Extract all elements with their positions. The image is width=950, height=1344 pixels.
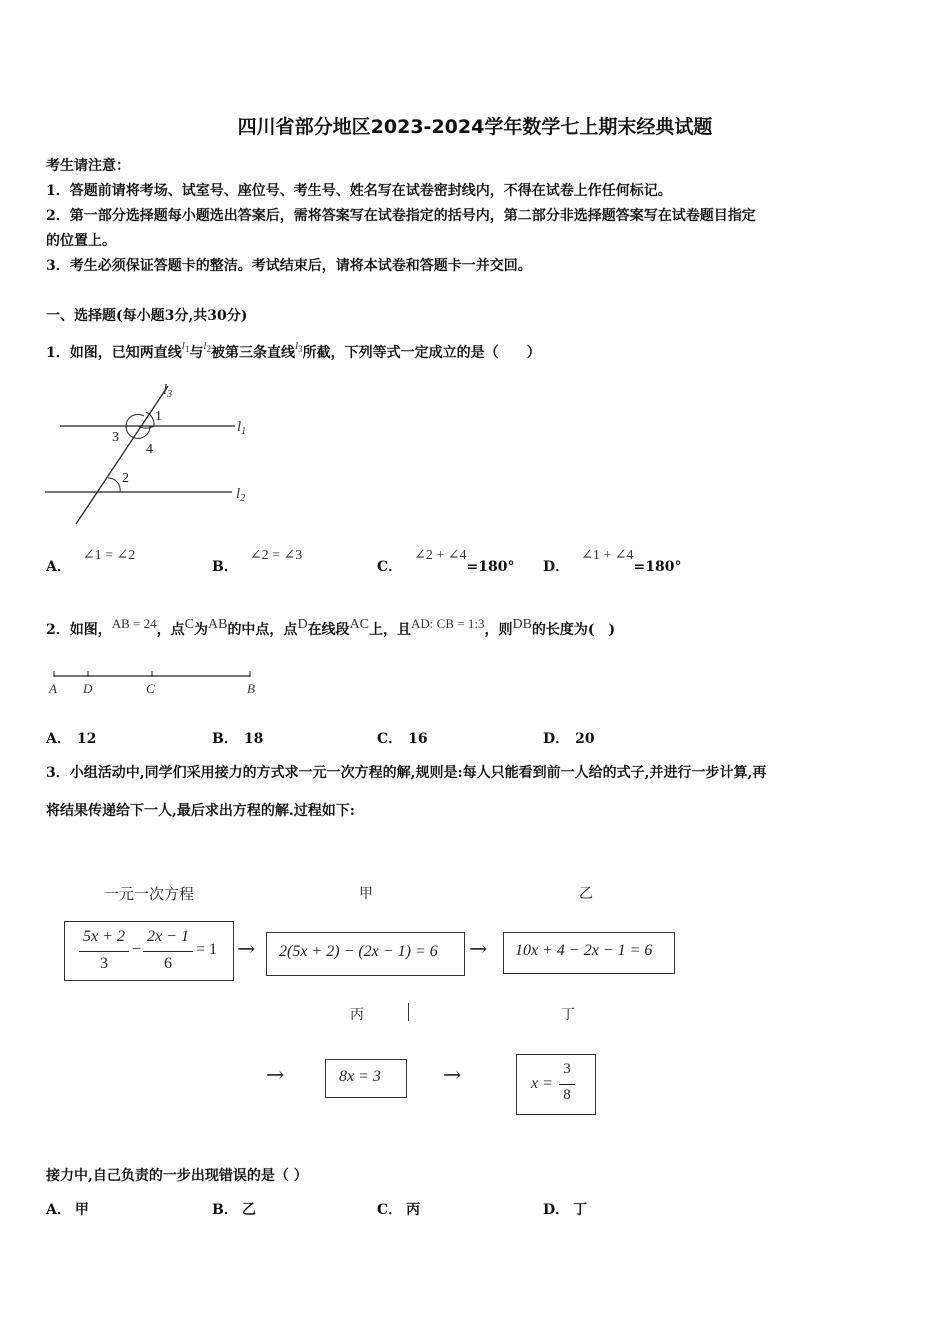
q1-stem	[46, 342, 541, 362]
q1-figure	[40, 378, 270, 528]
fig-label-l3: $l_3$	[163, 382, 173, 400]
eq0-numerator-1: 5x + 2	[83, 928, 125, 945]
eq3-text: 8x = 3	[339, 1068, 381, 1085]
q2-stem: 2．如图，AB = 24，点C为AB的中点，点D在线段AC上，且AD: CB = 1:3，则DB的长度为( )	[46, 616, 616, 638]
line-l3	[76, 386, 168, 524]
page-title: 四川省部分地区2023-2024学年数学七上期末经典试题	[237, 116, 713, 138]
q1-l2: l2	[203, 340, 212, 355]
eq0-numerator-2: 2x − 1	[147, 928, 189, 945]
eq4-fraction-bar	[559, 1084, 575, 1085]
fig-label-l1: $l_1$	[237, 419, 247, 437]
label-jia: 甲	[359, 886, 373, 902]
fig-angle-3: 3	[112, 430, 119, 445]
q2-option-d[interactable]: D． 20	[543, 731, 595, 747]
fig-label-l2: $l_2$	[236, 486, 246, 504]
q2-option-a[interactable]: A． 12	[46, 731, 97, 747]
label-ding: 丁	[561, 1007, 575, 1023]
q1-option-b[interactable]: B．∠2 = ∠3	[212, 548, 303, 575]
eq0-rhs: = 1	[196, 941, 218, 958]
angle2-arc	[108, 478, 120, 492]
q3-option-a[interactable]: A． 甲	[46, 1202, 89, 1218]
q2-option-b[interactable]: B． 18	[212, 731, 264, 747]
q2-figure	[44, 668, 269, 702]
label-b: B	[247, 681, 255, 696]
eq0-fraction-bar-2	[143, 951, 193, 952]
label-bing: 丙	[350, 1007, 364, 1023]
equation-box-jia	[266, 932, 465, 976]
q1-mid2: 被第三条直线	[211, 345, 296, 361]
arrow-3: →	[266, 1063, 285, 1088]
equation-box-ding	[516, 1054, 596, 1115]
eq0-fraction-bar-1	[79, 951, 129, 952]
q1-option-d[interactable]: D．∠1 + ∠4=180°	[543, 548, 682, 575]
label-c: C	[146, 681, 155, 696]
q1-l3: l3	[295, 340, 303, 355]
equation-box-original	[64, 921, 234, 981]
eq0-denominator-2: 6	[164, 955, 172, 972]
q3-stem-line1: 3．小组活动中,同学们采用接力的方式求一元一次方程的解,规则是:每人只能看到前一人给的式子,并进行一步计算,再	[46, 765, 767, 781]
eq4-lhs: x =	[531, 1075, 553, 1092]
arrow-1: →	[237, 937, 256, 962]
divider-bar	[408, 1003, 409, 1021]
fig-angle-4: 4	[146, 442, 153, 457]
q3-stem-line2: 将结果传递给下一人,最后求出方程的解.过程如下:	[46, 803, 355, 819]
q3-option-c[interactable]: C． 丙	[377, 1202, 421, 1218]
eq0-denominator-1: 3	[100, 955, 108, 972]
equation-box-bing	[325, 1059, 407, 1098]
eq4-numerator: 3	[563, 1061, 571, 1077]
notice-item-1: 1．答题前请将考场、试室号、座位号、考生号、姓名写在试卷密封线内，不得在试卷上作任何标记。	[46, 183, 672, 199]
label-linear-equation: 一元一次方程	[104, 885, 195, 903]
arrow-4: →	[443, 1063, 462, 1088]
q1-l1: l1	[181, 340, 190, 355]
q1-option-a[interactable]: A．∠1 = ∠2	[46, 548, 136, 575]
eq1-text: 2(5x + 2) − (2x − 1) = 6	[279, 943, 438, 960]
section-heading: 一、选择题(每小题3分,共30分)	[46, 308, 248, 324]
eq2-text: 10x + 4 − 2x − 1 = 6	[515, 942, 653, 959]
q1-suffix: 所截，下列等式一定成立的是（ ）	[302, 345, 541, 361]
q3-question: 接力中,自己负责的一步出现错误的是（ ）	[46, 1168, 308, 1184]
eq0-minus: −	[132, 941, 142, 958]
notice-item-2: 2．第一部分选择题每小题选出答案后，需将答案写在试卷指定的括号内，第二部分非选择题答案写在试卷题目指定	[46, 208, 756, 224]
label-a: A	[49, 681, 57, 696]
fig-angle-2: 2	[122, 471, 129, 486]
q2-option-c[interactable]: C． 16	[377, 731, 428, 747]
label-d: D	[83, 681, 93, 696]
eq4-denominator: 8	[563, 1087, 571, 1103]
notice-item-2-cont: 的位置上。	[46, 233, 116, 249]
q3-option-d[interactable]: D． 丁	[543, 1202, 588, 1218]
q1-option-c[interactable]: C．∠2 + ∠4=180°	[377, 548, 515, 575]
q1-prefix: 1．如图，已知两直线	[46, 345, 182, 361]
notice-heading: 考生请注意：	[46, 158, 130, 174]
arrow-2: →	[469, 937, 488, 962]
notice-item-3: 3．考生必须保证答题卡的整洁。考试结束后，请将本试卷和答题卡一并交回。	[46, 258, 532, 274]
equation-box-yi	[503, 932, 675, 974]
fig-angle-1: 1	[155, 409, 162, 424]
label-yi: 乙	[579, 886, 593, 902]
q1-mid1: 与	[189, 345, 204, 361]
q3-option-b[interactable]: B． 乙	[212, 1202, 256, 1218]
